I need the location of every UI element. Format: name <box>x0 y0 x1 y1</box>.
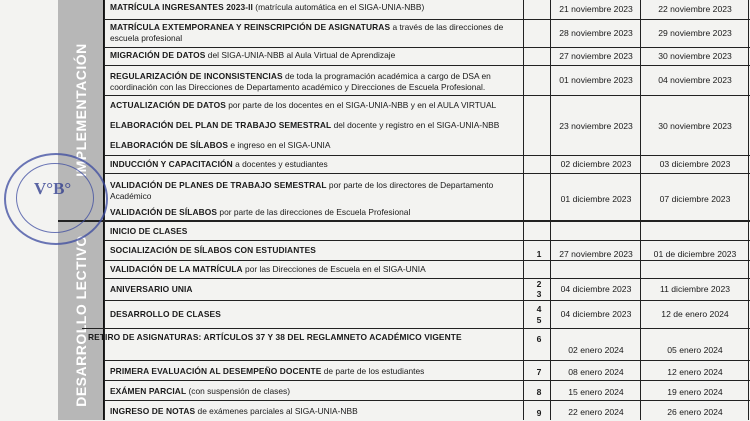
activity: MIGRACIÓN DE DATOS del SIGA-UNIA-NBB al Aula Virtual de Aprendizaje <box>110 50 396 60</box>
week-number: 7 <box>536 367 542 377</box>
table-row <box>104 300 750 329</box>
start-date: 21 noviembre 2023 <box>559 4 633 14</box>
end-date: 05 enero 2024 <box>667 345 723 355</box>
table-row <box>104 47 750 66</box>
table-row <box>104 240 750 261</box>
start-date: 02 enero 2024 <box>568 345 624 355</box>
activity: ELABORACIÓN DEL PLAN DE TRABAJO SEMESTRAL del docente y registro en el SIGA-UNIA-NBB <box>110 120 500 130</box>
table-row <box>82 328 750 361</box>
start-date: 22 enero 2024 <box>568 407 624 417</box>
end-date: 29 noviembre 2023 <box>658 28 732 38</box>
table-row <box>104 115 750 136</box>
activity: REGULARIZACIÓN DE INCONSISTENCIAS de toda la programación académica a cargo de DSA en coordinación con las Direcciones de Departamento académico y Direcciones de Escuela Profesional. <box>110 71 491 92</box>
start-date: 01 noviembre 2023 <box>559 75 633 85</box>
start-date: 23 noviembre 2023 <box>559 121 633 131</box>
activity: VALIDACIÓN DE LA MATRÍCULA por las Direcciones de Escuela en el SIGA-UNIA <box>110 264 426 274</box>
week-number: 9 <box>536 408 542 418</box>
week-number: 3 <box>536 289 542 299</box>
activity: INDUCCIÓN Y CAPACITACIÓN a docentes y estudiantes <box>110 159 328 169</box>
table-row <box>104 65 750 96</box>
activity: MATRÍCULA EXTEMPORANEA Y REINSCRIPCIÓN DE ASIGNATURAS a través de las direcciones de escuela profesional <box>110 22 504 43</box>
end-date: 22 noviembre 2023 <box>658 4 732 14</box>
table-row <box>104 380 750 401</box>
phase-implementation-label: IMPLEMENTACIÓN <box>72 43 89 177</box>
table-row <box>104 135 750 156</box>
week-number: 1 <box>536 249 542 259</box>
activity: ELABORACIÓN DE SÍLABOS e ingreso en el SIGA-UNIA <box>110 140 331 150</box>
approval-stamp <box>4 153 108 245</box>
table-row <box>104 260 750 279</box>
activity: EXÁMEN PARCIAL (con suspensión de clases) <box>110 386 290 396</box>
start-date: 27 noviembre 2023 <box>559 249 633 259</box>
end-date: 30 noviembre 2023 <box>658 121 732 131</box>
week-number: 2 <box>536 279 542 289</box>
activity: VALIDACIÓN DE SÍLABOS por parte de las direcciones de Escuela Profesional <box>110 207 411 217</box>
start-date: 04 diciembre 2023 <box>560 284 632 294</box>
phase-lectivo <box>58 222 104 420</box>
start-date: 08 enero 2024 <box>568 367 624 377</box>
end-date: 07 diciembre 2023 <box>659 194 731 204</box>
table-row <box>104 19 750 48</box>
start-date: 01 diciembre 2023 <box>560 194 632 204</box>
end-date: 26 enero 2024 <box>667 407 723 417</box>
table-row <box>104 95 750 116</box>
week-number: 4 <box>536 304 542 314</box>
table-row <box>104 360 750 381</box>
start-date: 27 noviembre 2023 <box>559 51 633 61</box>
phase-lectivo-label: DESARROLLO LECTIVO <box>72 235 89 407</box>
table-row <box>104 201 750 222</box>
activity: INGRESO DE NOTAS de exámenes parciales al SIGA-UNIA-NBB <box>110 406 358 416</box>
end-date: 12 enero 2024 <box>667 367 723 377</box>
activity: RETIRO DE ASIGNATURAS: ARTÍCULOS 37 Y 38 DEL REGLAMNETO ACADÉMICO VIGENTE <box>88 332 462 342</box>
end-date: 30 noviembre 2023 <box>658 51 732 61</box>
start-date: 28 noviembre 2023 <box>559 28 633 38</box>
table-row <box>104 0 750 20</box>
table-row <box>104 400 750 421</box>
activity: MATRÍCULA INGRESANTES 2023-II (matrícula automática en el SIGA-UNIA-NBB) <box>110 2 425 12</box>
week-number: 6 <box>536 334 542 344</box>
week-number: 5 <box>536 315 542 325</box>
week-number: 8 <box>536 387 542 397</box>
table-row <box>104 278 750 301</box>
end-date: 19 enero 2024 <box>667 387 723 397</box>
start-date: 04 diciembre 2023 <box>560 309 632 319</box>
stamp-text: V°B° <box>34 179 72 198</box>
end-date: 01 de diciembre 2023 <box>653 249 737 259</box>
activity: VALIDACIÓN DE PLANES DE TRABAJO SEMESTRAL por parte de los directores de Departamento Académico <box>110 180 494 201</box>
activity: ANIVERSARIO UNIA <box>110 284 193 294</box>
activity: ACTUALIZACIÓN DE DATOS por parte de los docentes en el SIGA-UNIA-NBB y en el AULA VIRTUAL <box>110 100 497 110</box>
activity: INICIO DE CLASES <box>110 226 188 236</box>
start-date: 15 enero 2024 <box>568 387 624 397</box>
end-date: 11 diciembre 2023 <box>659 284 731 294</box>
table-row <box>104 173 750 202</box>
table-row <box>104 222 750 241</box>
end-date: 04 noviembre 2023 <box>658 75 732 85</box>
end-date: 12 de enero 2024 <box>661 309 729 319</box>
table-row <box>104 155 750 174</box>
start-date: 02 diciembre 2023 <box>560 159 632 169</box>
activity: SOCIALIZACIÓN DE SÍLABOS CON ESTUDIANTES <box>110 245 316 255</box>
activity: PRIMERA EVALUACIÓN AL DESEMPEÑO DOCENTE de parte de los estudiantes <box>110 366 425 376</box>
activity: DESARROLLO DE CLASES <box>110 309 221 319</box>
end-date: 03 diciembre 2023 <box>659 159 731 169</box>
